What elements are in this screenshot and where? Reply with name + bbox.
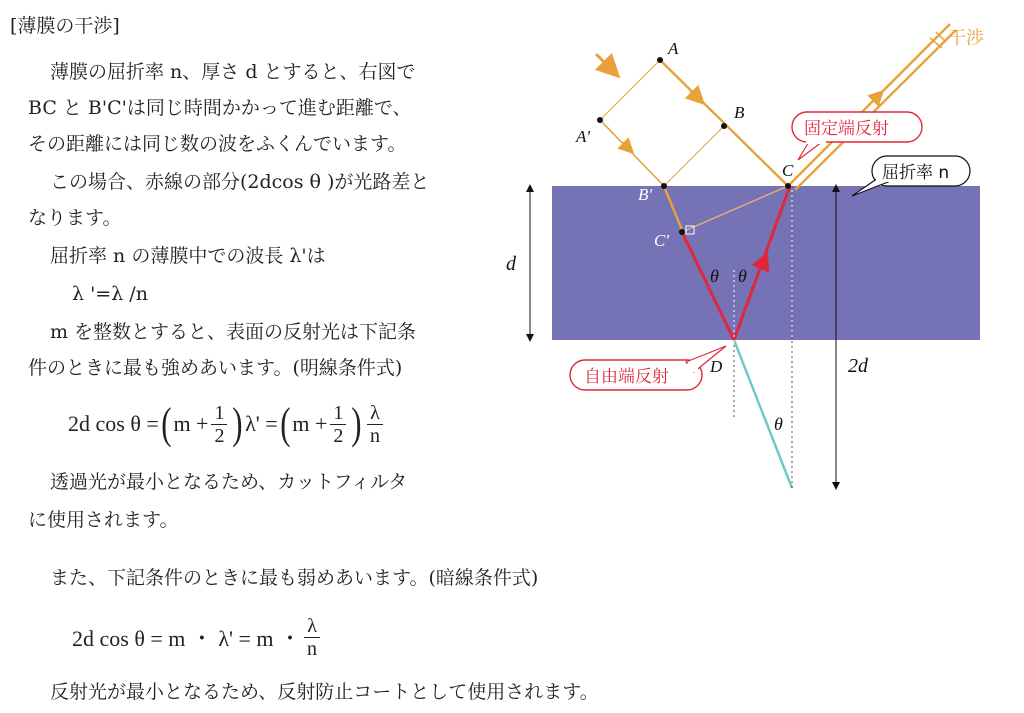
paragraph-line: その距離には同じ数の波をふくんでいます。 — [28, 133, 407, 155]
point-label-d: D — [710, 357, 723, 376]
theta-label-left: θ — [710, 266, 719, 286]
point-label-c: C — [782, 161, 794, 180]
paragraph-line: 透過光が最小となるため、カットフィルタ — [50, 471, 408, 493]
dark-lambda-over-n-fraction: $\frac{\lambda}{n}$ — [304, 615, 320, 660]
bright-condition-equation: 2d cos θ = ( m + $\frac{1}{2}$ ) λ' = ( m + $\frac{1}{2}$ ) $\frac{\lambda}{n}$ — [68, 392, 386, 456]
dimension-label-2d: 2d — [848, 355, 868, 377]
bright-eq-m-plus: m + — [173, 411, 209, 436]
paragraph-line: m を整数とすると、表面の反射光は下記条 — [50, 321, 417, 343]
point-label-c-prime: C' — [654, 231, 669, 250]
dimension-label-d: d — [506, 253, 516, 275]
point-label-a: A — [668, 39, 679, 58]
half-fraction: $\frac{1}{2}$ — [211, 402, 227, 447]
paragraph-line: BC と B'C'は同じ時間かかって進む距離で、 — [28, 97, 412, 119]
callout-refractive-index: 屈折率 n — [882, 163, 950, 183]
lambda-over-n-fraction: $\frac{\lambda}{n}$ — [367, 402, 383, 447]
paragraph-line: に使用されます。 — [28, 509, 179, 531]
theta-label-right: θ — [738, 266, 747, 286]
point-label-a-prime: A' — [576, 127, 591, 146]
bright-eq-m-plus-2: m + — [292, 411, 328, 436]
bright-eq-lhs: 2d cos θ = — [68, 411, 159, 436]
theta-label-bottom: θ — [774, 414, 783, 434]
paragraph-line: 薄膜の屈折率 n、厚さ d とすると、右図で — [50, 61, 416, 83]
thin-film-layer — [552, 186, 980, 340]
point-label-b-prime: B' — [638, 185, 653, 204]
paragraph-line: 屈折率 n の薄膜中での波長 λ'は — [50, 245, 326, 267]
paragraph-line: この場合、赤線の部分(2dcos θ )が光路差と — [50, 171, 430, 193]
half-fraction-2: $\frac{1}{2}$ — [330, 402, 346, 447]
callout-free-end-reflection: 自由端反射 — [584, 367, 669, 387]
page-heading: [薄膜の干渉] — [10, 15, 120, 37]
paragraph-line: 件のときに最も強めあいます。(明線条件式) — [28, 357, 403, 379]
paragraph-line: なります。 — [28, 207, 122, 229]
dark-eq-lhs: 2d cos θ = m ・ λ' = m ・ — [72, 625, 302, 651]
paragraph-line: 反射光が最小となるため、反射防止コートとして使用されます。 — [50, 681, 599, 703]
callout-interference: 干渉 — [948, 28, 984, 49]
point-label-b: B — [734, 103, 745, 122]
wavelength-formula: λ '=λ /n — [72, 283, 148, 305]
callout-fixed-end-reflection: 固定端反射 — [804, 119, 889, 139]
bright-eq-lambda-prime: λ' = — [245, 411, 278, 436]
paragraph-line: また、下記条件のときに最も弱めあいます。(暗線条件式) — [50, 567, 539, 589]
